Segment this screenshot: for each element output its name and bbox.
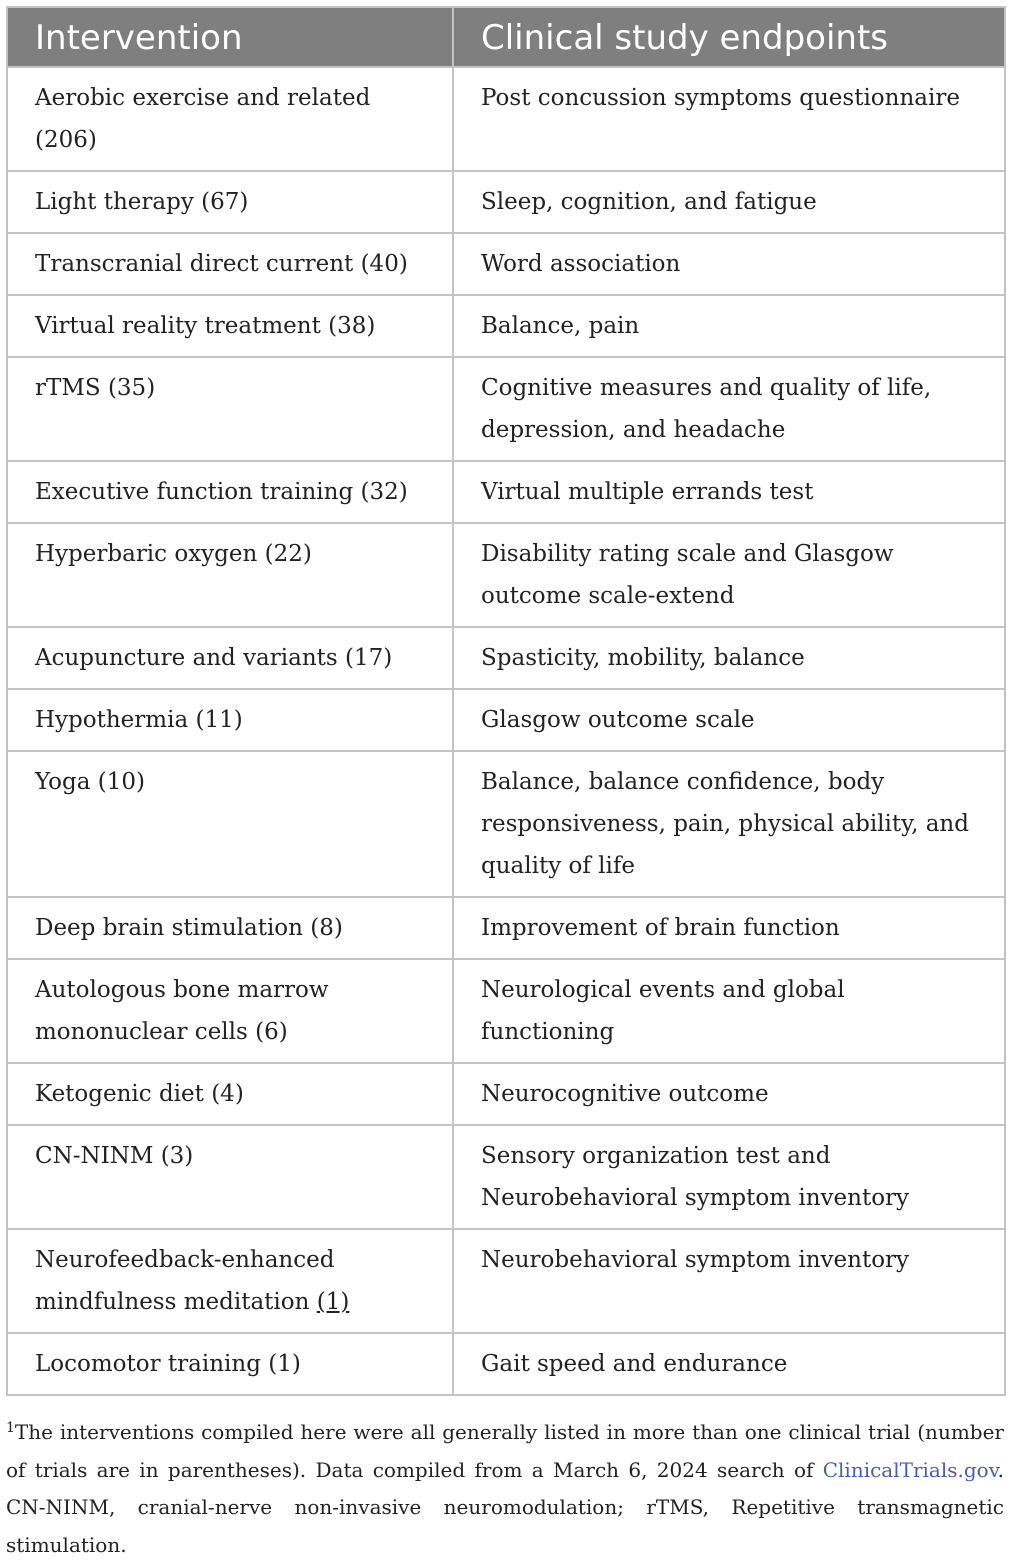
intervention-cell: Acupuncture and variants (17) (7, 627, 453, 689)
endpoints-cell: Neurological events and global functioning (453, 959, 1005, 1063)
reference-link[interactable]: (1) (316, 1289, 350, 1315)
intervention-cell: Ketogenic diet (4) (7, 1063, 453, 1125)
endpoints-cell: Sensory organization test and Neurobehavioral symptom inventory (453, 1125, 1005, 1229)
interventions-table-container (6, 6, 1004, 1396)
intervention-cell: Yoga (10) (7, 751, 453, 897)
endpoints-cell: Virtual multiple errands test (453, 461, 1005, 523)
intervention-cell: Deep brain stimulation (8) (7, 897, 453, 959)
endpoints-cell: Gait speed and endurance (453, 1333, 1005, 1395)
table-row (7, 1333, 1005, 1395)
endpoints-cell: Sleep, cognition, and fatigue (453, 171, 1005, 233)
table-row (7, 233, 1005, 295)
table-row (7, 461, 1005, 523)
intervention-cell: Hypothermia (11) (7, 689, 453, 751)
endpoints-cell: Balance, balance confidence, body responsiveness, pain, physical ability, and quality of life (453, 751, 1005, 897)
intervention-text: Neurofeedback-enhanced mindfulness meditation (35, 1247, 335, 1315)
table-row (7, 1125, 1005, 1229)
endpoints-cell: Spasticity, mobility, balance (453, 627, 1005, 689)
interventions-table (6, 6, 1006, 1396)
table-row (7, 627, 1005, 689)
intervention-cell: Aerobic exercise and related (206) (7, 67, 453, 171)
table-footnote (6, 1414, 1004, 1564)
table-row (7, 959, 1005, 1063)
column-header-intervention: Intervention (7, 7, 453, 67)
table-row (7, 897, 1005, 959)
column-header-endpoints: Clinical study endpoints (453, 7, 1005, 67)
footnote-marker: 1 (6, 1420, 15, 1436)
intervention-cell: Hyperbaric oxygen (22) (7, 523, 453, 627)
intervention-cell: Transcranial direct current (40) (7, 233, 453, 295)
endpoints-cell: Post concussion symptoms questionnaire (453, 67, 1005, 171)
intervention-cell: Light therapy (67) (7, 171, 453, 233)
table-row (7, 751, 1005, 897)
table-row (7, 523, 1005, 627)
endpoints-cell: Cognitive measures and quality of life, depression, and headache (453, 357, 1005, 461)
intervention-cell: Autologous bone marrow mononuclear cells (6) (7, 959, 453, 1063)
clinicaltrials-link[interactable]: ClinicalTrials.gov (822, 1457, 998, 1482)
footnote-text-after: . CN-NINM, cranial-nerve non-invasive neuromodulation; rTMS, Repetitive transmagnetic stimulation. (6, 1457, 1004, 1557)
table-row (7, 295, 1005, 357)
endpoints-cell: Disability rating scale and Glasgow outcome scale-extend (453, 523, 1005, 627)
table-row (7, 689, 1005, 751)
table-row (7, 171, 1005, 233)
endpoints-cell: Glasgow outcome scale (453, 689, 1005, 751)
table-row (7, 1063, 1005, 1125)
table-row (7, 67, 1005, 171)
endpoints-cell: Improvement of brain function (453, 897, 1005, 959)
endpoints-cell: Neurobehavioral symptom inventory (453, 1229, 1005, 1333)
intervention-cell: rTMS (35) (7, 357, 453, 461)
intervention-cell: Executive function training (32) (7, 461, 453, 523)
intervention-cell (7, 1229, 453, 1333)
table-row (7, 1229, 1005, 1333)
intervention-cell: Locomotor training (1) (7, 1333, 453, 1395)
endpoints-cell: Balance, pain (453, 295, 1005, 357)
endpoints-cell: Neurocognitive outcome (453, 1063, 1005, 1125)
table-row (7, 357, 1005, 461)
intervention-cell: Virtual reality treatment (38) (7, 295, 453, 357)
table-header-row (7, 7, 1005, 67)
endpoints-cell: Word association (453, 233, 1005, 295)
footnote-text-before: The interventions compiled here were all generally listed in more than one clinical trial (number of trials are in parentheses). Data compiled from a March 6, 2024 search of (6, 1420, 1004, 1482)
intervention-cell: CN-NINM (3) (7, 1125, 453, 1229)
